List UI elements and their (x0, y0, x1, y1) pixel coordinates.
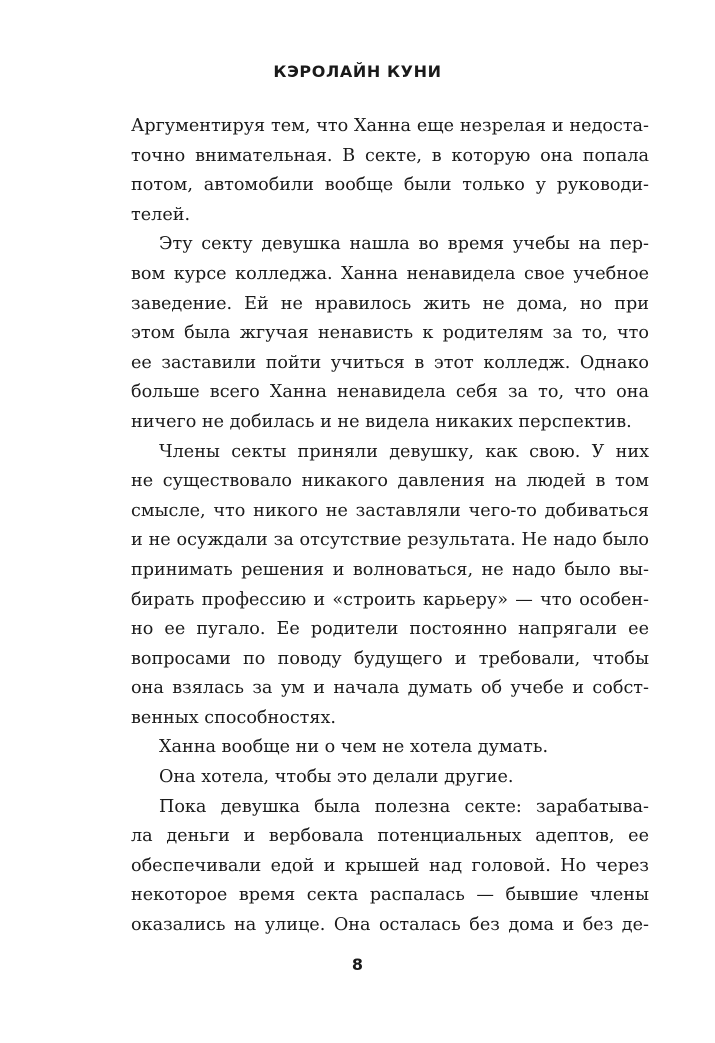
text-line: потом, автомобили вообще были только у руководи- (131, 175, 649, 196)
text-line: больше всего Ханна ненавидела себя за то, что она (131, 382, 649, 403)
text-line: но ее пугало. Ее родители постоянно напрягали ее (131, 619, 649, 640)
text-line: заведение. Ей не нравилось жить не дома, но при (131, 293, 649, 314)
text-line: ее заставили пойти учиться в этот колледж. Однако (131, 352, 649, 373)
text-line: ла деньги и вербовала потенциальных адептов, ее (131, 826, 649, 847)
text-line: Ханна вообще ни о чем не хотела думать. (159, 737, 549, 758)
body-text (131, 112, 649, 941)
page-number: 8 (351, 955, 364, 974)
text-line: и не осуждали за отсутствие результата. Не надо было (131, 530, 649, 551)
paragraph (131, 112, 649, 230)
text-line: обеспечивали едой и крышей над головой. Но через (131, 855, 649, 876)
text-line: смысле, что никого не заставляли чего-то добиваться (131, 500, 649, 521)
paragraph (131, 793, 649, 941)
text-line: Она хотела, чтобы это делали другие. (159, 767, 514, 788)
paragraph (131, 438, 649, 734)
text-line: Аргументируя тем, что Ханна еще незрелая и недоста- (131, 116, 649, 136)
text-line: телей. (131, 204, 191, 225)
text-line: не существовало никакого давления на людей в том (131, 471, 649, 492)
text-line: Эту секту девушка нашла во время учебы на пер- (159, 234, 649, 255)
text-line: Пока девушка была полезна секте: зарабатыва- (159, 796, 649, 817)
text-line: она взялась за ум и начала думать об учебе и собст- (131, 678, 649, 699)
text-line: ничего не добилась и не видела никаких перспектив. (131, 411, 632, 432)
text-line: этом была жгучая ненависть к родителям за то, что (131, 323, 649, 344)
text-line: Члены секты приняли девушку, как свою. У них (159, 441, 649, 462)
text-line: венных способностях. (131, 707, 337, 728)
text-line: принимать решения и волноваться, не надо было вы- (131, 559, 649, 580)
text-line: оказались на улице. Она осталась без дома и без де- (131, 915, 649, 936)
text-line: некоторое время секта распалась — бывшие члены (131, 885, 649, 906)
paragraph (131, 230, 649, 437)
text-line: точно внимательная. В секте, в которую она попала (131, 145, 649, 166)
paragraph (131, 763, 649, 793)
text-line: бирать профессию и «строить карьеру» — что особен- (131, 589, 649, 610)
text-line: вопросами по поводу будущего и требовали, чтобы (131, 648, 649, 669)
text-line: вом курсе колледжа. Ханна ненавидела свое учебное (131, 263, 649, 284)
paragraph (131, 733, 649, 763)
running-head: КЭРОЛАЙН КУНИ (273, 62, 442, 81)
